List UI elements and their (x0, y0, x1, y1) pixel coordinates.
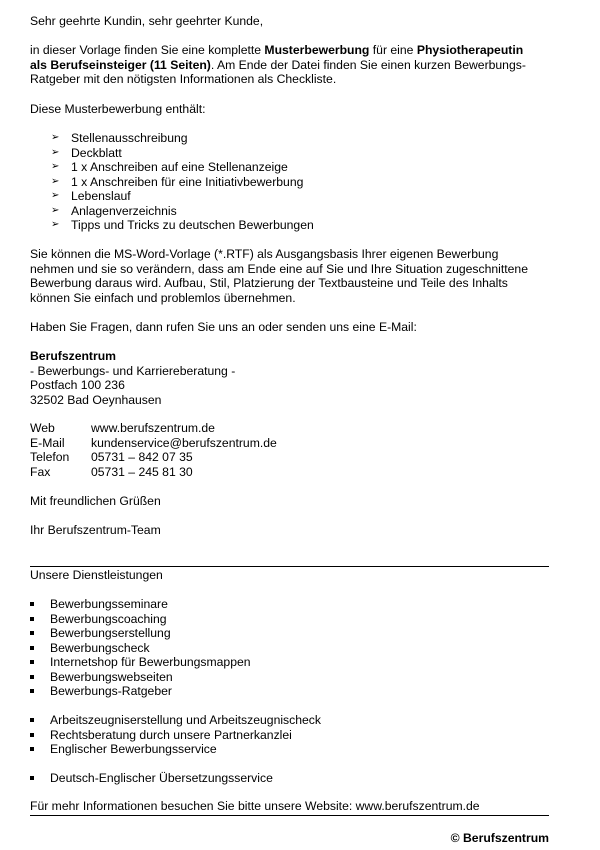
contact-label: Telefon (30, 450, 70, 464)
salutation: Sehr geehrte Kundin, sehr geehrter Kunde, (30, 14, 264, 28)
fax-number: 05731 – 245 81 30 (91, 464, 193, 479)
contact-block (30, 421, 550, 479)
intro-text-3: . Am Ende der Datei finden Sie einen kurzen Bewerbungs- (210, 57, 526, 72)
list-item: Arbeitszeugniserstellung und Arbeitszeugnischeck (30, 713, 550, 728)
copyright: © Berufszentrum (450, 831, 549, 845)
intro-text-4: Ratgeber mit den nötigsten Informationen als Checkliste. (30, 72, 337, 86)
usage-line: können Sie einfach und problemlos übernehmen. (30, 290, 296, 305)
list-item: ➢ 1 x Anschreiben für eine Initiativbewerbung (51, 174, 304, 189)
company-subtitle: - Bewerbungs- und Karriereberatung - (30, 363, 236, 378)
list-item: Bewerbungs-Ratgeber (30, 684, 550, 699)
divider-bottom (30, 815, 549, 816)
list-item: ➢ Tipps und Tricks zu deutschen Bewerbungen (51, 218, 314, 232)
contact-label: Web (30, 421, 55, 435)
arrow-bullet-icon: ➢ (51, 161, 60, 172)
postbox: Postfach 100 236 (30, 378, 125, 392)
signature: Ihr Berufszentrum-Team (30, 523, 161, 537)
square-bullet-icon (30, 776, 34, 780)
city: 32502 Bad Oeynhausen (30, 392, 162, 407)
list-item: Englischer Bewerbungsservice (30, 742, 550, 757)
services-list-1 (30, 597, 550, 699)
list-item: ➢ Anlagenverzeichnis (51, 203, 177, 218)
intro-bold-pages: als Berufseinsteiger (11 Seiten) (30, 57, 211, 72)
list-item: Rechtsberatung durch unsere Partnerkanzlei (30, 728, 550, 743)
company-name: Berufszentrum (30, 349, 117, 363)
list-item: Bewerbungscheck (30, 641, 550, 656)
closing: Mit freundlichen Grüßen (30, 494, 161, 508)
usage-paragraph (30, 247, 550, 305)
list-item: Bewerbungscoaching (30, 612, 550, 627)
address-block (30, 349, 550, 407)
intro-paragraph (30, 43, 550, 87)
website-note: Für mehr Informationen besuchen Sie bitte unsere Website: www.berufszentrum.de (30, 799, 480, 813)
question-text: Haben Sie Fragen, dann rufen Sie uns an oder senden uns eine E-Mail: (30, 320, 417, 334)
contact-row-phone (30, 450, 550, 465)
square-bullet-icon (30, 631, 34, 635)
arrow-bullet-icon: ➢ (51, 204, 60, 216)
contact-row-fax (30, 465, 550, 480)
usage-line: Sie können die MS-Word-Vorlage (*.RTF) als Ausgangsbasis Ihrer eigenen Bewerbung (30, 247, 499, 261)
square-bullet-icon (30, 689, 34, 693)
contact-row-web (30, 421, 550, 436)
square-bullet-icon (30, 675, 34, 679)
square-bullet-icon (30, 660, 34, 664)
list-item: ➢ 1 x Anschreiben auf eine Stellenanzeige (51, 160, 288, 174)
square-bullet-icon (30, 617, 34, 621)
intro-text-2: für eine (369, 43, 417, 57)
services-list-2 (30, 713, 550, 757)
list-item: Bewerbungsseminare (30, 597, 550, 612)
list-item: Deutsch-Englischer Übersetzungsservice (30, 771, 550, 786)
contents-heading: Diese Musterbewerbung enthält: (30, 102, 206, 116)
list-item: ➢ Lebenslauf (51, 189, 131, 203)
list-item: Internetshop für Bewerbungsmappen (30, 655, 550, 670)
website-link[interactable]: www.berufszentrum.de (91, 421, 215, 435)
arrow-bullet-icon: ➢ (51, 132, 60, 143)
phone-number: 05731 – 842 07 35 (91, 450, 193, 464)
intro-bold-musterbewerbung: Musterbewerbung (264, 43, 370, 57)
list-item: ➢ Stellenausschreibung (51, 131, 188, 145)
contact-label: Fax (30, 464, 51, 479)
arrow-bullet-icon: ➢ (51, 190, 60, 201)
square-bullet-icon (30, 718, 34, 722)
intro-text-1: in dieser Vorlage finden Sie eine komplette (30, 43, 265, 57)
square-bullet-icon (30, 747, 34, 751)
services-list-3 (30, 771, 550, 786)
list-item: Bewerbungswebseiten (30, 670, 550, 685)
intro-bold-profession: Physiotherapeutin (416, 43, 524, 57)
usage-line: nehmen und sie so verändern, dass am Ende eine auf Sie und Ihre Situation zugeschnittene (30, 261, 528, 276)
list-item: Bewerbungserstellung (30, 626, 550, 641)
services-heading: Unsere Dienstleistungen (30, 568, 163, 582)
square-bullet-icon (30, 646, 34, 650)
contact-label: E-Mail (30, 435, 65, 450)
usage-line: Bewerbung daraus wird. Aufbau, Stil, Platzierung der Textbausteine und Teile des Inhalts (30, 276, 508, 290)
square-bullet-icon (30, 602, 34, 606)
contents-list (30, 131, 550, 233)
arrow-bullet-icon: ➢ (51, 175, 60, 187)
contact-row-email (30, 436, 550, 451)
arrow-bullet-icon: ➢ (51, 219, 60, 230)
email-link[interactable]: kundenservice@berufszentrum.de (91, 435, 277, 450)
list-item: ➢ Deckblatt (51, 145, 122, 160)
arrow-bullet-icon: ➢ (51, 146, 60, 158)
divider-top (30, 566, 549, 567)
square-bullet-icon (30, 733, 34, 737)
